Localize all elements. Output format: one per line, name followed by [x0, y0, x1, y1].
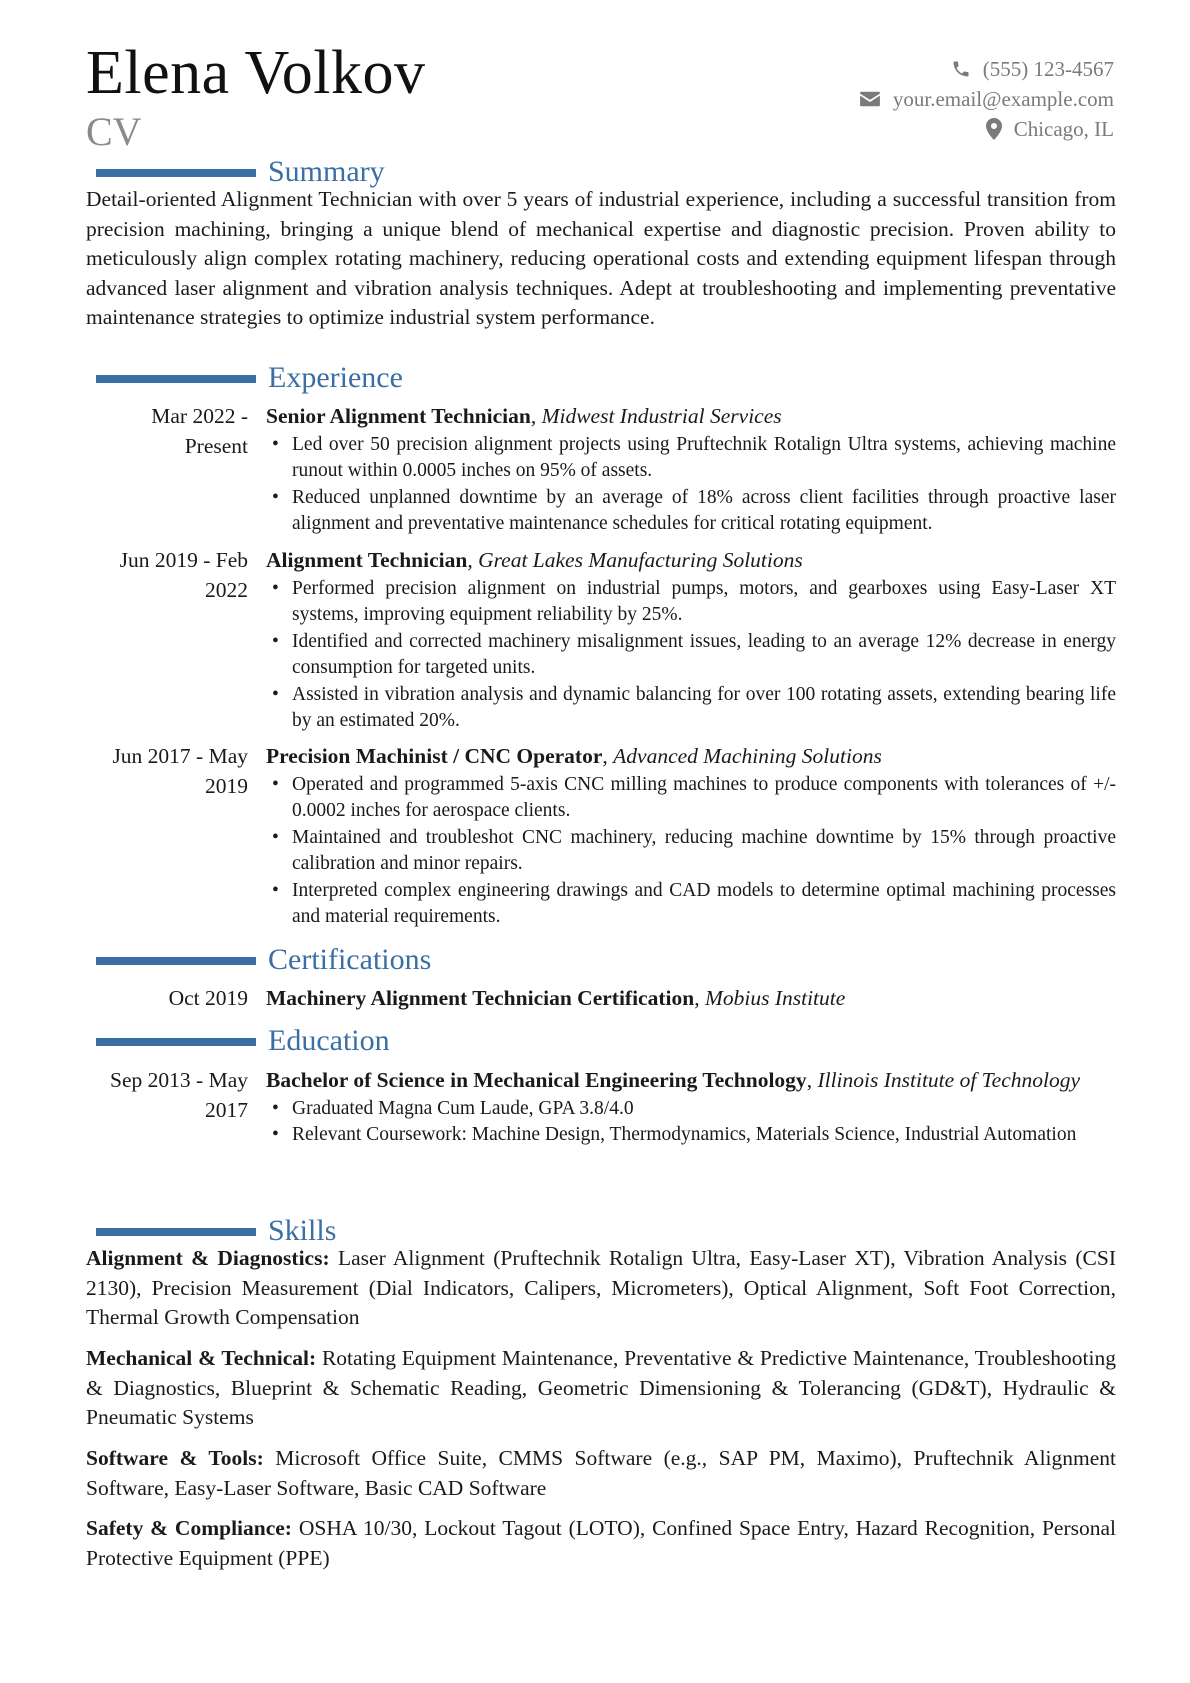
candidate-name: Elena Volkov [86, 39, 426, 107]
section-certifications-header [86, 942, 431, 978]
skill-category: Software & Tools: [86, 1446, 264, 1470]
bullet-item: • Graduated Magna Cum Laude, GPA 3.8/4.0 [266, 1096, 1116, 1123]
entry-role: Precision Machinist / CNC Operator [266, 744, 603, 768]
skill-list: OSHA 10/30, Lockout Tagout (LOTO), Confined Space Entry, Hazard Recognition, Personal Protective Equipment (PPE) [86, 1516, 1116, 1570]
section-divider-bar [96, 1228, 256, 1236]
contact-phone[interactable] [859, 54, 1114, 84]
entry-role: Senior Alignment Technician [266, 404, 531, 428]
section-divider-bar [96, 375, 256, 383]
email-text: your.email@example.com [892, 87, 1114, 111]
phone-icon [951, 59, 971, 79]
section-title-experience: Experience [268, 361, 403, 394]
contact-location [859, 114, 1114, 144]
skill-group [86, 1244, 1116, 1333]
entry-org: Advanced Machining Solutions [613, 744, 882, 768]
bullet-item: • Operated and programmed 5-axis CNC milling machines to produce components with tolerances of +/- 0.0002 inches for aerospace clients. [266, 772, 1116, 825]
phone-text: (555) 123-4567 [982, 57, 1114, 81]
entry-body [266, 984, 1116, 1014]
entry-org: Mobius Institute [704, 986, 846, 1010]
entry-role: Bachelor of Science in Mechanical Engineering Technology [266, 1068, 807, 1092]
entry-date: Jun 2017 - May 2019 [112, 744, 248, 798]
skill-list: Laser Alignment (Pruftechnik Rotalign Ultra, Easy-Laser XT), Vibration Analysis (CSI 2130), Precision Measurement (Dial Indicators, Calipers, Micrometers), Optical Alignment, Soft Foot Correction, Thermal Growth Compensation [86, 1246, 1117, 1329]
bullet-item: • Led over 50 precision alignment projects using Pruftechnik Rotalign Ultra systems, achieving machine runout within 0.0005 inches on 95% of assets. [266, 432, 1116, 485]
skill-list: Microsoft Office Suite, CMMS Software (e.g., SAP PM, Maximo), Pruftechnik Alignment Software, Easy-Laser Software, Basic CAD Software [86, 1446, 1117, 1500]
section-divider-bar [96, 957, 256, 965]
entry-title: Bachelor of Science in Mechanical Engineering Technology, Illinois Institute of Technology [266, 1068, 1081, 1092]
skill-group [86, 1514, 1116, 1573]
skill-category: Safety & Compliance: [86, 1516, 292, 1540]
skill-list: Rotating Equipment Maintenance, Preventative & Predictive Maintenance, Troubleshooting & Diagnostics, Blueprint & Schematic Reading, Geometric Dimensioning & Tolerancing (GD&T), Hydraulic & Pneumatic Systems [86, 1346, 1117, 1429]
summary-text: Detail-oriented Alignment Technician with over 5 years of industrial experience, including a successful transition from precision machining, bringing a unique blend of mechanical expertise and diagnostic precision. Proven ability to meticulously align complex rotating machinery, reducing operational costs and extending equipment lifespan through advanced laser alignment and vibration analysis techniques. Adept at troubleshooting and implementing preventative maintenance strategies to optimize industrial system performance. [86, 187, 1116, 329]
bullet-item: • Maintained and troubleshot CNC machinery, reducing machine downtime by 15% through proactive calibration and minor repairs. [266, 825, 1116, 878]
entry-body [266, 402, 1116, 538]
entry-title: Precision Machinist / CNC Operator, Advanced Machining Solutions [266, 744, 882, 768]
bullet-item: • Relevant Coursework: Machine Design, Thermodynamics, Materials Science, Industrial Automation [266, 1122, 1116, 1149]
entry-org: Illinois Institute of Technology [817, 1068, 1081, 1092]
entry-body [266, 1066, 1116, 1149]
section-experience-header [86, 360, 403, 396]
map-pin-icon [986, 118, 1002, 140]
entry-date: Mar 2022 - Present [151, 404, 248, 458]
section-education-header [86, 1023, 390, 1059]
section-divider-bar [96, 1038, 256, 1046]
bullet-item: • Assisted in vibration analysis and dynamic balancing for over 100 rotating assets, extending bearing life by an estimated 20%. [266, 682, 1116, 735]
entry-bullets [266, 772, 1116, 931]
entry-body [266, 546, 1116, 735]
skill-group [86, 1444, 1116, 1503]
skill-category: Mechanical & Technical: [86, 1346, 317, 1370]
section-title-summary: Summary [268, 155, 385, 188]
section-title-skills: Skills [268, 1214, 337, 1247]
entry-bullets [266, 576, 1116, 735]
entry-bullets [266, 432, 1116, 538]
contact-email[interactable] [859, 84, 1114, 114]
skill-group [86, 1344, 1116, 1433]
entry-role: Alignment Technician [266, 548, 468, 572]
skill-category: Alignment & Diagnostics: [86, 1246, 330, 1270]
document-subtitle: CV [86, 109, 142, 154]
location-text: Chicago, IL [1013, 117, 1114, 141]
entry-title: Alignment Technician, Great Lakes Manufacturing Solutions [266, 548, 803, 572]
section-title-certifications: Certifications [268, 943, 432, 976]
entry-body [266, 742, 1116, 931]
bullet-item: • Interpreted complex engineering drawings and CAD models to determine optimal machining processes and material requirements. [266, 878, 1116, 931]
entry-org: Great Lakes Manufacturing Solutions [478, 548, 803, 572]
entry-date: Jun 2019 - Feb 2022 [119, 548, 248, 602]
section-divider-bar [96, 169, 256, 177]
entry-org: Midwest Industrial Services [541, 404, 782, 428]
bullet-item: • Performed precision alignment on industrial pumps, motors, and gearboxes using Easy-Laser XT systems, improving equipment reliability by 25%. [266, 576, 1116, 629]
envelope-icon [859, 90, 881, 108]
bullet-item: • Reduced unplanned downtime by an average of 18% across client facilities through proactive laser alignment and preventative maintenance schedules for critical rotating equipment. [266, 485, 1116, 538]
entry-title: Machinery Alignment Technician Certification, Mobius Institute [266, 986, 846, 1010]
entry-title: Senior Alignment Technician, Midwest Industrial Services [266, 404, 782, 428]
section-title-education: Education [268, 1024, 390, 1057]
entry-bullets [266, 1096, 1116, 1149]
entry-role: Machinery Alignment Technician Certification [266, 986, 695, 1010]
entry-date: Sep 2013 - May 2017 [110, 1068, 248, 1122]
entry-date: Oct 2019 [168, 986, 248, 1010]
bullet-item: • Identified and corrected machinery misalignment issues, leading to an average 12% decrease in energy consumption for targeted units. [266, 629, 1116, 682]
contact-block [859, 54, 1114, 144]
